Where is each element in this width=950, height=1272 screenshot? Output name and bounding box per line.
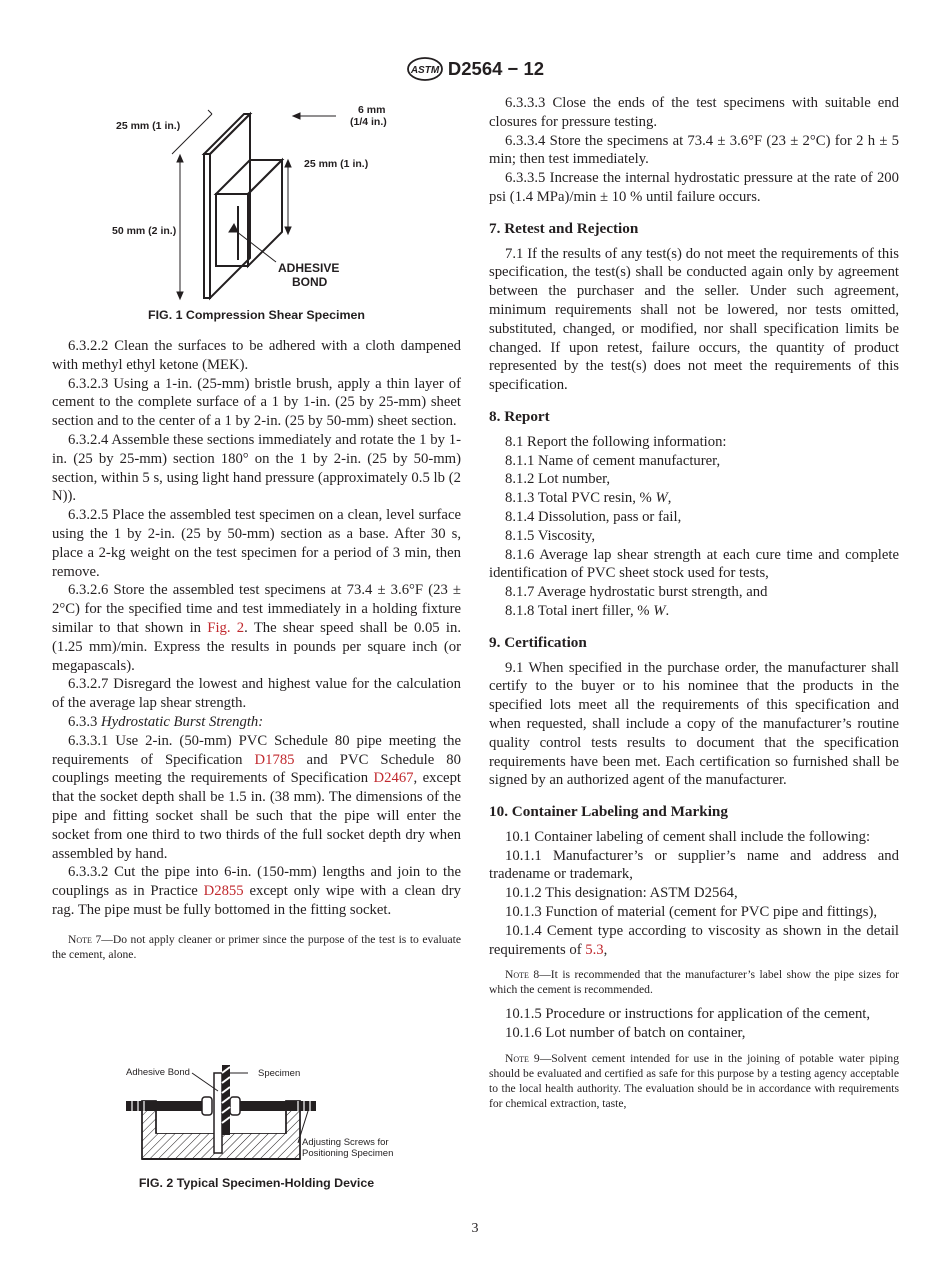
note-9: Note 9—Solvent cement intended for use in the joining of potable water piping should be evaluated and certified as safe for this purpose by a testing agency acceptable to the local health authority. The evaluation should be in accordance with requirements for chemical extraction, taste, — [489, 1052, 899, 1111]
svg-text:Positioning Specimen: Positioning Specimen — [302, 1148, 394, 1159]
para-10-1-6: 10.1.6 Lot number of batch on container, — [505, 1025, 746, 1042]
d2855-link[interactable]: D2855 — [203, 883, 244, 900]
fig2-link[interactable]: Fig. 2 — [207, 619, 245, 636]
para-8-1-8: 8.1.8 Total inert filler, % W. — [505, 602, 670, 619]
fig1-caption: FIG. 1 Compression Shear Specimen — [148, 308, 365, 322]
fig2-specimen-holding-device — [118, 1063, 408, 1171]
para-8-1-7: 8.1.7 Average hydrostatic burst strength, and — [505, 584, 768, 601]
fig2-caption: FIG. 2 Typical Specimen-Holding Device — [138, 1176, 375, 1190]
svg-text:Adhesive Bond: Adhesive Bond — [126, 1067, 190, 1078]
para-6-3-3-4: 6.3.3.4 Store the specimens at 73.4 ± 3.6°F (23 ± 2°C) for 2 h ± 5 min; then test immediately. — [489, 132, 899, 168]
right-column — [489, 94, 899, 1119]
standard-designation: D2564 − 12 — [447, 58, 545, 79]
para-6-3-2-6: 6.3.2.6 Store the assembled test specimens at 73.4 ± 3.6°F (23 ± 2°C) for the specified time and test immediately in a holding fixture similar to that shown in Fig. 2. The shear speed shall be 0.05 in. (1.25 mm)/min. Express the results in pounds per square inch (or megapascals). — [52, 582, 461, 674]
para-6-3-3-2: 6.3.3.2 Cut the pipe into 6-in. (150-mm) lengths and join to the couplings as in Practice D2855 except only wipe with a clean dry rag. The pipe must be fully bottomed in the fitting socket. — [52, 864, 461, 918]
para-6-3-3: 6.3.3 Hydrostatic Burst Strength: — [68, 713, 264, 730]
para-8-1-2: 8.1.2 Lot number, — [505, 471, 611, 488]
section-5-3-link[interactable]: 5.3 — [585, 941, 604, 958]
para-6-3-3-5: 6.3.3.5 Increase the internal hydrostatic pressure at the rate of 200 psi (1.4 MPa)/min ± 10 % until failure occurs. — [489, 170, 899, 205]
svg-text:ADHESIVE: ADHESIVE — [278, 261, 340, 275]
d1785-link[interactable]: D1785 — [254, 751, 295, 768]
svg-text:25 mm (1 in.): 25 mm (1 in.) — [116, 120, 181, 132]
svg-text:BOND: BOND — [292, 275, 328, 289]
para-10-1-2: 10.1.2 This designation: ASTM D2564, — [505, 885, 738, 902]
para-6-3-2-7: 6.3.2.7 Disregard the lowest and highest value for the calculation of the average lap shear strength. — [52, 676, 461, 712]
para-8-1-6: 8.1.6 Average lap shear strength at each cure time and complete identification of PVC sheet stock used for tests, — [489, 546, 899, 582]
para-8-1-4: 8.1.4 Dissolution, pass or fail, — [505, 508, 682, 525]
note-8: Note 8—It is recommended that the manufacturer’s label show the pipe sizes for which the cement is recommended. — [489, 968, 900, 997]
para-6-3-3-3: 6.3.3.3 Close the ends of the test specimens with suitable end closures for pressure testing. — [489, 95, 899, 130]
d2467-link[interactable]: D2467 — [373, 770, 414, 787]
note-7: Note 7—Do not apply cleaner or primer since the purpose of the test is to evaluate the cement, alone. — [52, 932, 461, 961]
page-header — [0, 56, 950, 82]
para-9-1: 9.1 When specified in the purchase order, the manufacturer shall certify to the buyer or to his nominee that the products in the specified lots meet all the requirements of this specification and when requested, shall include a copy of the manufacturer’s routine quality control tests results to document that the specification requirements have been met. Each certification so furnished shall be signed by an authorized agent of the manufacturer. — [489, 659, 899, 789]
para-8-1-1: 8.1.1 Name of cement manufacturer, — [505, 452, 721, 469]
para-8-1-3: 8.1.3 Total PVC resin, % W, — [505, 490, 672, 507]
section-10-heading: 10. Container Labeling and Marking — [489, 803, 728, 821]
svg-text:ASTM: ASTM — [410, 65, 440, 76]
para-6-3-2-3: 6.3.2.3 Using a 1-in. (25-mm) bristle brush, apply a thin layer of cement to the complete surface of a 1 by 1-in. (25 by 25-mm) sheet section and to the center of a 1 by 2-in. (25 by 50-mm) sheet section. — [52, 375, 461, 430]
para-10-1-4: 10.1.4 Cement type according to viscosity as shown in the detail requirements of 5.3, — [489, 922, 899, 958]
para-6-3-2-4: 6.3.2.4 Assemble these sections immediately and rotate the 1 by 1-in. (25 by 25-mm) section 180° on the 1 by 2-in. (25 by 50-mm) section, within 5 s, using light hand pressure (approximately 0.5 lb (2 N)). — [52, 431, 461, 505]
para-10-1-3: 10.1.3 Function of material (cement for PVC pipe and fittings), — [505, 904, 878, 921]
para-10-1: 10.1 Container labeling of cement shall include the following: — [505, 828, 871, 845]
svg-text:25 mm (1 in.): 25 mm (1 in.) — [304, 158, 369, 170]
svg-text:50 mm (2 in.): 50 mm (2 in.) — [112, 225, 177, 237]
left-column — [52, 337, 461, 970]
para-10-1-5: 10.1.5 Procedure or instructions for application of the cement, — [505, 1006, 871, 1023]
para-6-3-3-1: 6.3.3.1 Use 2-in. (50-mm) PVC Schedule 80 pipe meeting the requirements of Specification D1785 and PVC Schedule 80 couplings meeting the requirements of Specification D2467, except that the socket depth shall be 1.5 in. (38 mm). The dimensions of the pipe and fitting socket shall be such that the pipe will enter the socket from one third to two thirds of the full socket depth dry when assembled by hand. — [52, 732, 461, 862]
page-number: 3 — [471, 1221, 479, 1236]
section-8-heading: 8. Report — [489, 407, 550, 425]
svg-text:Adjusting Screws for: Adjusting Screws for — [302, 1137, 389, 1148]
para-10-1-1: 10.1.1 Manufacturer’s or supplier’s name and address and tradename or trademark, — [489, 847, 899, 883]
para-6-3-2-5: 6.3.2.5 Place the assembled test specimen on a clean, level surface using the 1 by 2-in. (25 by 50-mm) section as a base. After 30 s, place a 2-kg weight on the test specimen for a period of 3 min, then remove. — [52, 507, 461, 580]
section-9-heading: 9. Certification — [489, 633, 587, 651]
svg-text:Specimen: Specimen — [258, 1068, 301, 1079]
fig1-compression-shear-specimen — [100, 100, 440, 305]
astm-logo-icon — [406, 56, 444, 82]
para-8-1-5: 8.1.5 Viscosity, — [505, 527, 596, 544]
section-7-heading: 7. Retest and Rejection — [489, 219, 639, 237]
para-7-1: 7.1 If the results of any test(s) do not meet the requirements of this specification, the test(s) shall be conducted again only by agreement between the purchaser and the seller. Under such agreement, minimum requirements shall not be lowered, nor tests omitted, substituted, changed, or modified, nor shall specification limits be changed. If upon retest, failure occurs, the quantity of product represented by the test(s) does not meet the requirements of this specification. — [489, 245, 899, 394]
para-6-3-2-2: 6.3.2.2 Clean the surfaces to be adhered with a cloth dampened with methyl ethyl ketone (MEK). — [52, 338, 461, 373]
para-8-1: 8.1 Report the following information: — [505, 433, 727, 450]
svg-text:6 mm: 6 mm — [358, 104, 386, 116]
svg-text:(1/4 in.): (1/4 in.) — [350, 116, 387, 128]
